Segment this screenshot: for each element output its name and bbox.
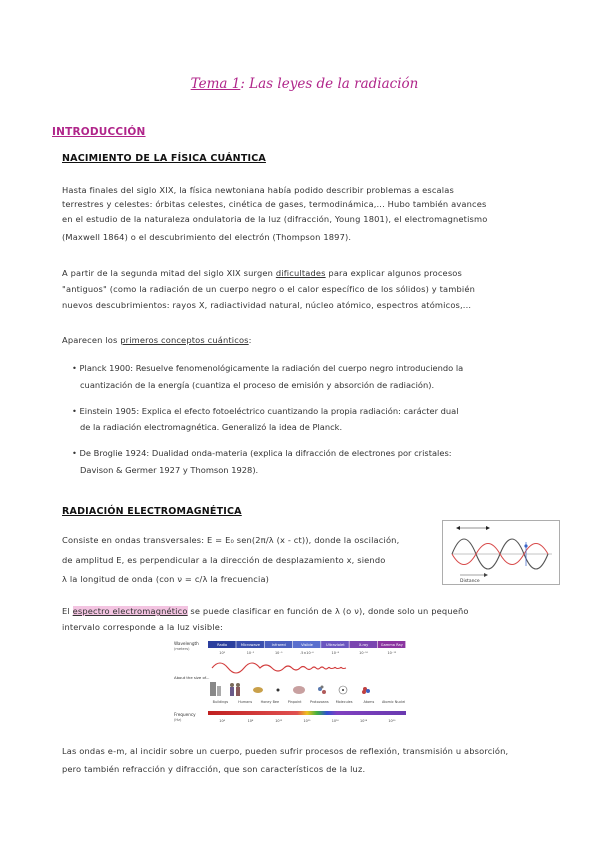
subheading-radiacion-em: RADIACIÓN ELECTROMAGNÉTICA [62, 506, 242, 517]
object-label: Protozoans [310, 700, 329, 704]
wavelength-label: Wavelength [174, 641, 199, 646]
band-label: Infrared [271, 643, 286, 647]
wave-diagram-svg [442, 520, 560, 585]
bullet-debroglie-line2: Davison & Germer 1927 y Thomson 1928). [80, 465, 259, 475]
wavelength-tick: 10⁻² [246, 651, 255, 655]
frequency-tick: 10¹⁸ [360, 719, 368, 723]
para2-l1-pre: A partir de la segunda mitad del siglo XIX surgen [62, 268, 276, 278]
intro-para2-line1 [62, 267, 462, 280]
subheading-fisica-cuantica: NACIMIENTO DE LA FÍSICA CUÁNTICA [62, 153, 266, 164]
para3-post: : [248, 335, 252, 345]
para2-l1-underlined: dificultades [275, 268, 326, 278]
frequency-label: Frequency [174, 712, 196, 717]
para3-underlined: primeros conceptos cuánticos [120, 335, 249, 345]
radiacion-p3-line1: Las ondas e-m, al incidir sobre un cuerpo, pueden sufrir procesos de reflexión, transmisión u absorción, [62, 746, 509, 756]
radiacion-p2-line1 [62, 605, 469, 618]
object-labels [213, 700, 406, 704]
intro-para1-line2: terrestres y celestes: órbitas celestes, cinética de gases, termodinámica,... Hubo también avances [62, 199, 487, 209]
section-heading-introduccion: INTRODUCCIÓN [52, 126, 146, 138]
wavelength-tick: 10⁻⁵ [274, 651, 283, 655]
object-label: Molecules [335, 700, 353, 704]
wave-distance-label: Distance [460, 579, 480, 584]
object-icons [210, 682, 370, 696]
radiacion-p1-line3: λ la longitud de onda (con ν = c/λ la frecuencia) [62, 574, 270, 584]
size-label: About the size of... [174, 675, 210, 680]
frequency-gradient-bar [208, 711, 406, 715]
bullet-debroglie-line1: • De Broglie 1924: Dualidad onda-materia (explica la difracción de electrones por cristales: [72, 448, 452, 458]
bullet-planck-line1: • Planck 1900: Resuelve fenomenológicamente la radiación del cuerpo negro introduciendo la [72, 363, 464, 373]
object-label: Pinpoint [287, 700, 302, 704]
wavelength-tick: 10⁻¹² [387, 651, 397, 655]
intro-para1-line3: en el estudio de la naturaleza ondulatoria de la luz (difracción, Young 1801), el electromagnetismo [62, 214, 488, 224]
frequency-tick: 10¹⁶ [331, 719, 339, 723]
frequency-tick: 10⁸ [247, 719, 254, 723]
wavelength-tick: .5×10⁻⁶ [300, 651, 314, 655]
wavelength-tick: 10³ [219, 651, 225, 655]
intro-para1-line4: (Maxwell 1864) o el descubrimiento del electrón (Thompson 1897). [62, 232, 352, 242]
frequency-unit: (Hz) [174, 718, 182, 722]
band-label: X-ray [358, 643, 369, 647]
title-tema: Tema 1 [190, 76, 241, 92]
spectrum-wave [212, 663, 346, 673]
intro-para3 [62, 334, 252, 347]
p2-highlight: espectro electromagnético [72, 606, 188, 616]
object-label: Honey Bee [260, 700, 280, 704]
radiacion-p1-line1: Consiste en ondas transversales: E = E₀ sen(2π/λ (x - ct)), donde la oscilación, [62, 535, 400, 545]
radiacion-p1-line2: de amplitud E, es perpendicular a la dirección de desplazamiento x, siendo [62, 555, 386, 565]
frequency-tick: 10¹² [275, 719, 283, 723]
object-label: Atomic Nuclei [381, 700, 406, 704]
radiacion-p3-line2: pero también refracción y difracción, que son característicos de la luz. [62, 764, 366, 774]
bullet-planck-line2: cuantización de la energía (cuantiza el proceso de emisión y absorción de radiación). [80, 380, 435, 390]
band-label: Radio [217, 643, 228, 647]
wavelength-tick: 10⁻⁸ [331, 651, 340, 655]
para2-l1-post: para explicar algunos procesos [325, 268, 462, 278]
object-label: Atoms [363, 700, 375, 704]
frequency-tick: 10⁴ [219, 719, 225, 723]
p2-post: se puede clasificar en función de λ (o ν), donde solo un pequeño [187, 606, 469, 616]
p2-pre: El [62, 606, 73, 616]
frequency-ticks [219, 719, 396, 723]
object-label: Humans [238, 700, 253, 704]
wavelength-ticks [219, 651, 397, 655]
title-rest: : Las leyes de la radiación [240, 76, 419, 92]
page-title [0, 76, 609, 92]
intro-para2-line3: nuevos descubrimientos: rayos X, radiactividad natural, núcleo atómico, espectros atómicos,... [62, 300, 472, 310]
wavelength-tick: 10⁻¹⁰ [359, 651, 368, 655]
frequency-tick: 10²⁰ [388, 719, 396, 723]
band-label: Microwave [240, 643, 261, 647]
para3-pre: Aparecen los [62, 335, 121, 345]
wavelength-unit: (meters) [174, 647, 190, 651]
bullet-einstein-line2: de la radiación electromagnética. Generalizó la idea de Planck. [80, 422, 343, 432]
band-label: Gamma Ray [380, 643, 403, 647]
spectrum-svg [172, 638, 410, 728]
intro-para1-line1: Hasta finales del siglo XIX, la física newtoniana había podido describir problemas a escalas [62, 185, 454, 195]
bullet-einstein-line1: • Einstein 1905: Explica el efecto fotoeléctrico cuantizando la propia radiación: carácter dual [72, 406, 459, 416]
band-label: Ultraviolet [325, 643, 345, 647]
radiacion-p2-line2: intervalo corresponde a la luz visible: [62, 622, 223, 632]
object-label: Buildings [212, 700, 229, 704]
spectrum-bands [208, 641, 405, 648]
spectrum-figure [172, 638, 410, 728]
intro-para2-line2: "antiguos" (como la radiación de un cuerpo negro o el calor específico de los sólidos) y también [62, 284, 476, 294]
band-label: Visible [301, 643, 313, 647]
frequency-tick: 10¹⁵ [303, 719, 311, 723]
wave-figure [442, 520, 560, 585]
